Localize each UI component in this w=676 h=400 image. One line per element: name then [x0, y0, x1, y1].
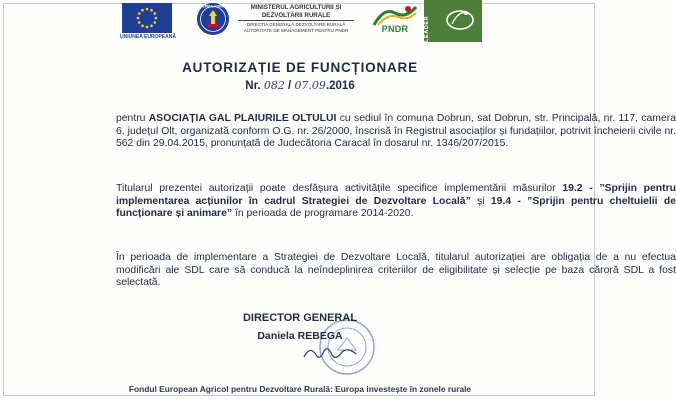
- p1-rest: cu sediul în comuna Dobrun, sat Dobrun, str. Principală, nr. 117, camera 6, județul Olt, organizată conform O.G. nr. 26/2000, înscrisă în Registrul asociaților și fundațiilor, potrivit încheierii civile nr. 562 din 29.04.2015, pronunțată de Judecătoria Caracal în dosarul nr. 1346/207/2015.: [116, 113, 676, 150]
- eu-label: UNIUNEA EUROPEANĂ: [120, 34, 176, 40]
- logo-header: [0, 0, 600, 44]
- handwritten-signature: [300, 343, 360, 363]
- p1-lead: pentru: [116, 113, 149, 124]
- document-title: AUTORIZAȚIE DE FUNCȚIONARE: [182, 60, 418, 75]
- number-prefix: Nr.: [245, 80, 261, 92]
- p2-lead: Titularul prezentei autorizații poate desfășura activitățile specifice implementării măsurilor: [116, 183, 563, 194]
- gov-label: GUVERNUL ROMÂNIEI: [195, 4, 231, 9]
- ministry-sub-line2: AUTORITATE DE MANAGEMENT PENTRU PNDR: [243, 28, 349, 33]
- organization-name: ASOCIAȚIA GAL PLAIURILE OLTULUI: [148, 113, 337, 124]
- pndr-label: PNDR: [381, 24, 409, 34]
- paragraph-recipient: [21, 113, 676, 151]
- p2-tail: în perioada de programare 2014-2020.: [232, 208, 414, 220]
- p2-middle: și: [470, 195, 491, 207]
- ministry-divider: [238, 20, 354, 21]
- government-logo: [196, 2, 230, 36]
- eu-flag-logo: [122, 3, 172, 33]
- document-number-line: [0, 79, 600, 92]
- ministry-sub-line1: DIRECȚIA GENERALĂ DEZVOLTARE RURALĂ: [246, 22, 346, 27]
- leader-label: LEADER: [424, 15, 430, 42]
- measure-19-2: 19.2 - ”Sprijin pentru implementarea acțiunilor în cadrul Strategiei de Dezvoltare Locală”: [116, 183, 676, 207]
- year-suffix: .2016: [325, 80, 355, 92]
- handwritten-number: 082: [263, 79, 285, 92]
- measure-19-4: 19.4 - ”Sprijin pentru cheltuielii de funcționare și animare”: [116, 195, 676, 220]
- paragraph-measures: [21, 183, 676, 221]
- ministry-name-line2: DEZVOLTĂRII RURALE: [261, 11, 331, 19]
- ministry-block: [232, 4, 360, 34]
- paragraph-obligations: În perioada de implementare a Strategiei de Dezvoltare Locală, titularul autorizației are obligația de a nu efectua modificări ale SDL care să conducă la neîndeplinirea criteriilor de eligibilitate și selecție pe baza căroră SDL a fost selectată.: [116, 252, 676, 289]
- director-name: Daniela REBEGA: [257, 330, 343, 342]
- date-separator: /: [288, 80, 292, 92]
- footer-slogan: Fondul European Agricol pentru Dezvoltare Rurală: Europa investește în zonele rurale: [128, 384, 472, 394]
- director-title: DIRECTOR GENERAL: [242, 312, 358, 324]
- ministry-name-line1: MINISTERUL AGRICULTURII ȘI: [250, 4, 342, 11]
- handwritten-date: 07.09: [294, 79, 326, 92]
